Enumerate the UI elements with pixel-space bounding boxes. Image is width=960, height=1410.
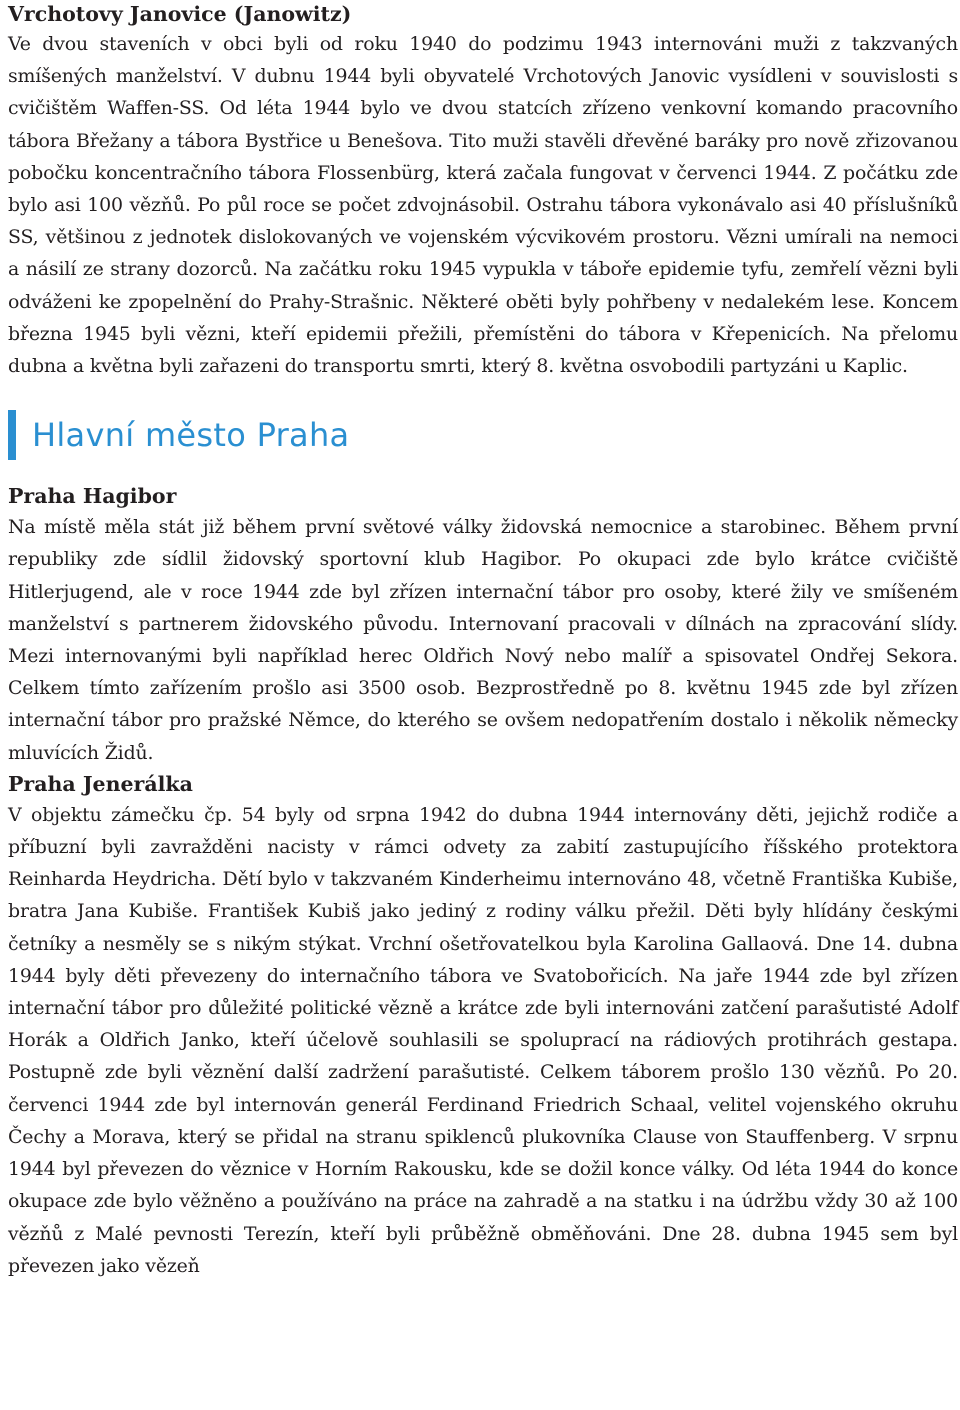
section-paragraph: V objektu zámečku čp. 54 byly od srpna 1942 do dubna 1944 internovány děti, jejichž rodiče a příbuzní byli zavražděni nacisty v rámci odvety za zabití zastupujícího říšského protektora Reinharda Heydricha. Dětí bylo v takzvaném Kinderheimu internováno 48, včetně Františka Kubiše, bratra Jana Kubiše. František Kubiš jako jediný z rodiny válku přežil. Děti byly hlídány českými četníky a nesměly se s nikým stýkat. Vrchní ošetřovatelkou byla Karolina Gallaová. Dne 14. dubna 1944 byly děti převezeny do internačního tábora ve Svatobořicích. Na jaře 1944 zde byl zřízen internační tábor pro důležité politické vězně a krátce zde byli internováni zatčení parašutisté Adolf Horák a Oldřich Janko, kteří účelově souhlasili se spoluprací na rádiových protihrách gestapa. Postupně zde byli věznění další zadržení parašutisté. Celkem táborem prošlo 130 vězňů. Po 20. červenci 1944 zde byl internován generál Ferdinand Friedrich Schaal, velitel vojenského okruhu Čechy a Morava, který se přidal na stranu spiklenců plukovníka Clause von Stauffenberg. V srpnu 1944 byl převezen do věznice v Horním Rakousku, kde se dožil konce války. Od léta 1944 do konce okupace zde bylo věžněno a používáno na práce na zahradě a na statku i na údržbu vždy 30 až 100 vězňů z Malé pevnosti Terezín, kteří byli průběžně obměňováni. Dne 28. dubna 1945 sem byl převezen jako vězeň	[8, 803, 958, 1277]
section-paragraph: Ve dvou staveních v obci byli od roku 1940 do podzimu 1943 internováni muži z takzvaných smíšených manželství. V dubnu 1944 byli obyvatelé Vrchotových Janovic vysídleni v souvislosti s cvičištěm Waffen-SS. Od léta 1944 bylo ve dvou statcích zřízeno venkovní komando pracovního tábora Břežany a tábora Bystřice u Benešova. Tito muži stavěli dřevěné baráky pro nově zřizovanou pobočku koncentračního tábora Flossenbürg, která začala fungovat v červenci 1944. Z počátku zde bylo asi 100 vězňů. Po půl roce se počet zdvojnásobil. Ostrahu tábora vykonávalo asi 40 příslušníků SS, většinou z jednotek dislokovaných ve vojenském výcvikovém prostoru. Vězni umírali na nemoci a násilí ze strany dozorců. Na začátku roku 1945 vypukla v táboře epidemie tyfu, zemřelí vězni byli odváženi ke zpopelnění do Prahy-Strašnic. Některé oběti byly pohřbeny v nedalekém lese. Koncem března 1945 byli vězni, kteří epidemii přežili, přemístěni do tábora v Křepenicích. Na přelomu dubna a května byli zařazeni do transportu smrti, který 8. května osvobodili partyzáni u Kaplic.	[8, 33, 958, 378]
accent-bar	[8, 410, 16, 460]
section-vrchotovy-janovice	[8, 2, 958, 382]
region-heading	[8, 406, 958, 464]
section-title: Praha Jenerálka	[8, 771, 193, 796]
section-praha-hagibor	[8, 481, 958, 769]
region-title: Hlavní město Praha	[32, 416, 350, 455]
section-paragraph: Na místě měla stát již během první světové války židovská nemocnice a starobinec. Během první republiky zde sídlil židovský sportovní klub Hagibor. Po okupaci zde bylo krátce cvičiště Hitlerjugend, ale v roce 1944 zde byl zřízen internační tábor pro osoby, které žily ve smíšeném manželství s partnerem židovského původu. Internovaní pracovali v dílnách na zpracování slídy. Mezi internovanými byli například herec Oldřich Nový nebo malíř a spisovatel Ondřej Sekora. Celkem tímto zařízením prošlo asi 3500 osob. Bezprostředně po 8. květnu 1945 zde byl zřízen internační tábor pro pražské Němce, do kterého se ovšem nedopatřením dostalo i několik německy mluvících Židů.	[8, 516, 958, 764]
document-page	[8, 0, 958, 1282]
section-title: Vrchotovy Janovice (Janowitz)	[8, 2, 352, 26]
section-praha-jeneralka	[8, 769, 958, 1282]
section-title: Praha Hagibor	[8, 484, 177, 509]
